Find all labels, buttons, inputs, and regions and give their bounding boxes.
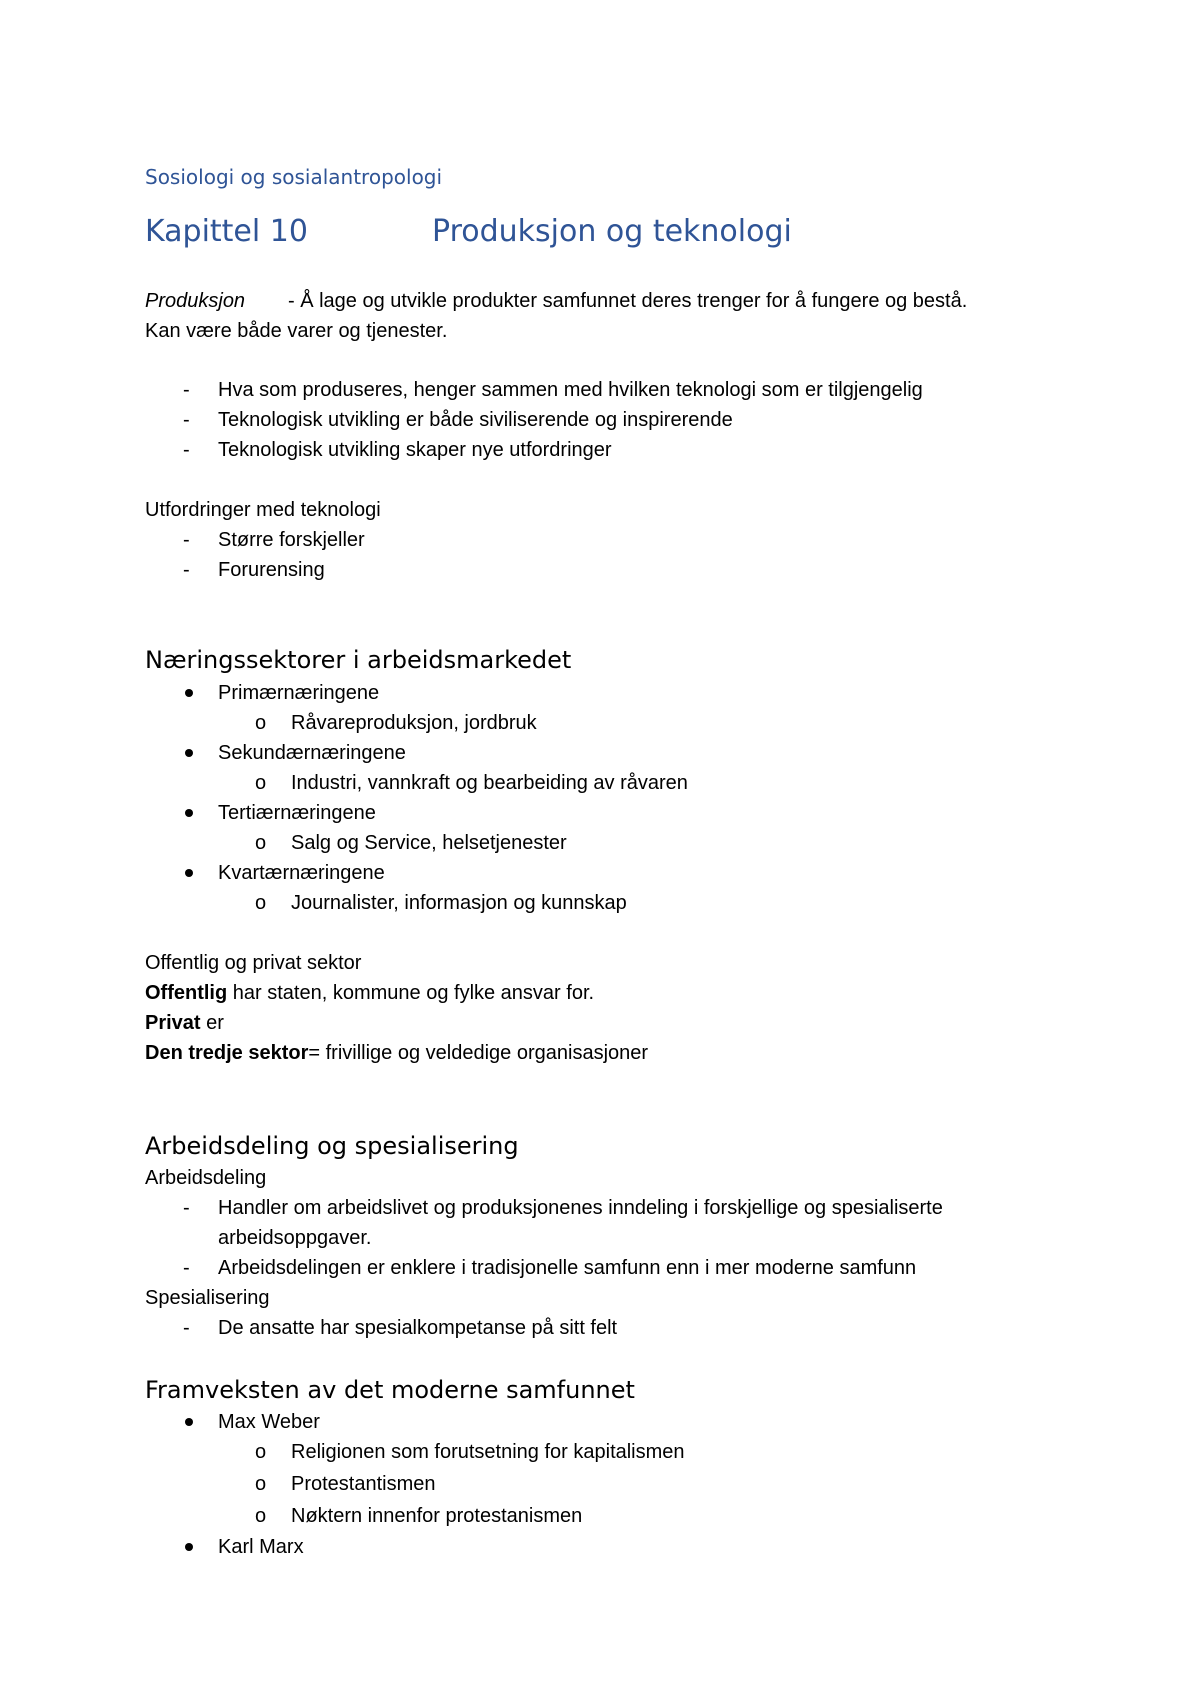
circle-bullet: o [255, 712, 267, 734]
dash-bullet: - [183, 1317, 190, 1339]
text-line [145, 1012, 224, 1035]
text-rest: er [200, 1012, 224, 1034]
bullet-dot [185, 1543, 193, 1551]
bullet-dot [185, 1418, 193, 1426]
list-item: De ansatte har spesialkompetanse på sitt felt [218, 1317, 618, 1339]
section-label: Arbeidsdeling [145, 1167, 267, 1189]
dash-bullet: - [183, 1197, 190, 1219]
dash-bullet: - [183, 559, 190, 581]
dash-bullet: - [183, 409, 190, 431]
circle-bullet: o [255, 772, 267, 794]
list-item: Hva som produseres, henger sammen med hvilken teknologi som er tilgjengelig [218, 379, 923, 401]
bold-term: Privat [145, 1012, 201, 1034]
bullet-dot [185, 809, 193, 817]
bullet-dot [185, 689, 193, 697]
list-item-continuation: arbeidsoppgaver. [218, 1227, 372, 1249]
circle-bullet: o [255, 892, 267, 914]
list-item: Tertiærnæringene [218, 802, 376, 824]
list-item: Sekundærnæringene [218, 742, 406, 764]
section-heading: Næringssektorer i arbeidsmarkedet [145, 646, 572, 674]
section-label: Utfordringer med teknologi [145, 499, 381, 521]
text-rest: har staten, kommune og fylke ansvar for. [227, 982, 595, 1004]
chapter-number: Kapittel 10 [145, 214, 308, 249]
list-item: Primærnæringene [218, 682, 380, 704]
sub-list-item: Industri, vannkraft og bearbeiding av råvaren [291, 772, 688, 794]
list-item: Kvartærnæringene [218, 862, 385, 884]
sub-list-item: Religionen som forutsetning for kapitalismen [291, 1441, 685, 1463]
section-label: Offentlig og privat sektor [145, 952, 362, 974]
definition-text: - Å lage og utvikle produkter samfunnet deres trenger for å fungere og bestå. [288, 290, 968, 312]
list-item: Karl Marx [218, 1536, 304, 1558]
list-item: Teknologisk utvikling skaper nye utfordringer [218, 439, 612, 461]
sub-list-item: Råvareproduksjon, jordbruk [291, 712, 537, 734]
section-heading: Arbeidsdeling og spesialisering [145, 1132, 519, 1160]
chapter-title: Produksjon og teknologi [432, 214, 792, 249]
sub-list-item: Nøktern innenfor protestanismen [291, 1505, 583, 1527]
section-label: Spesialisering [145, 1287, 270, 1309]
list-item: Arbeidsdelingen er enklere i tradisjonelle samfunn enn i mer moderne samfunn [218, 1257, 917, 1279]
text-line [145, 1042, 648, 1065]
definition-term [145, 290, 245, 313]
text-line [145, 982, 594, 1005]
list-item: Større forskjeller [218, 529, 365, 551]
sub-list-item: Protestantismen [291, 1473, 436, 1495]
sub-list-item: Journalister, informasjon og kunnskap [291, 892, 627, 914]
list-item: Handler om arbeidslivet og produksjonenes inndeling i forskjellige og spesialiserte [218, 1197, 943, 1219]
circle-bullet: o [255, 1505, 267, 1527]
circle-bullet: o [255, 1473, 267, 1495]
term-label: Produksjon [145, 290, 246, 312]
dash-bullet: - [183, 379, 190, 401]
list-item: Max Weber [218, 1411, 320, 1433]
bold-term: Offentlig [145, 982, 228, 1004]
circle-bullet: o [255, 832, 267, 854]
bullet-dot [185, 749, 193, 757]
text-rest: = frivillige og veldedige organisasjoner [308, 1042, 649, 1064]
list-item: Forurensing [218, 559, 325, 581]
bold-term: Den tredje sektor [145, 1042, 309, 1064]
definition-line2: Kan være både varer og tjenester. [145, 320, 448, 342]
list-item: Teknologisk utvikling er både siviliserende og inspirerende [218, 409, 733, 431]
sub-list-item: Salg og Service, helsetjenester [291, 832, 567, 854]
dash-bullet: - [183, 439, 190, 461]
dash-bullet: - [183, 529, 190, 551]
dash-bullet: - [183, 1257, 190, 1279]
section-heading: Framveksten av det moderne samfunnet [145, 1376, 635, 1404]
circle-bullet: o [255, 1441, 267, 1463]
bullet-dot [185, 869, 193, 877]
document-subtitle: Sosiologi og sosialantropologi [145, 165, 443, 189]
